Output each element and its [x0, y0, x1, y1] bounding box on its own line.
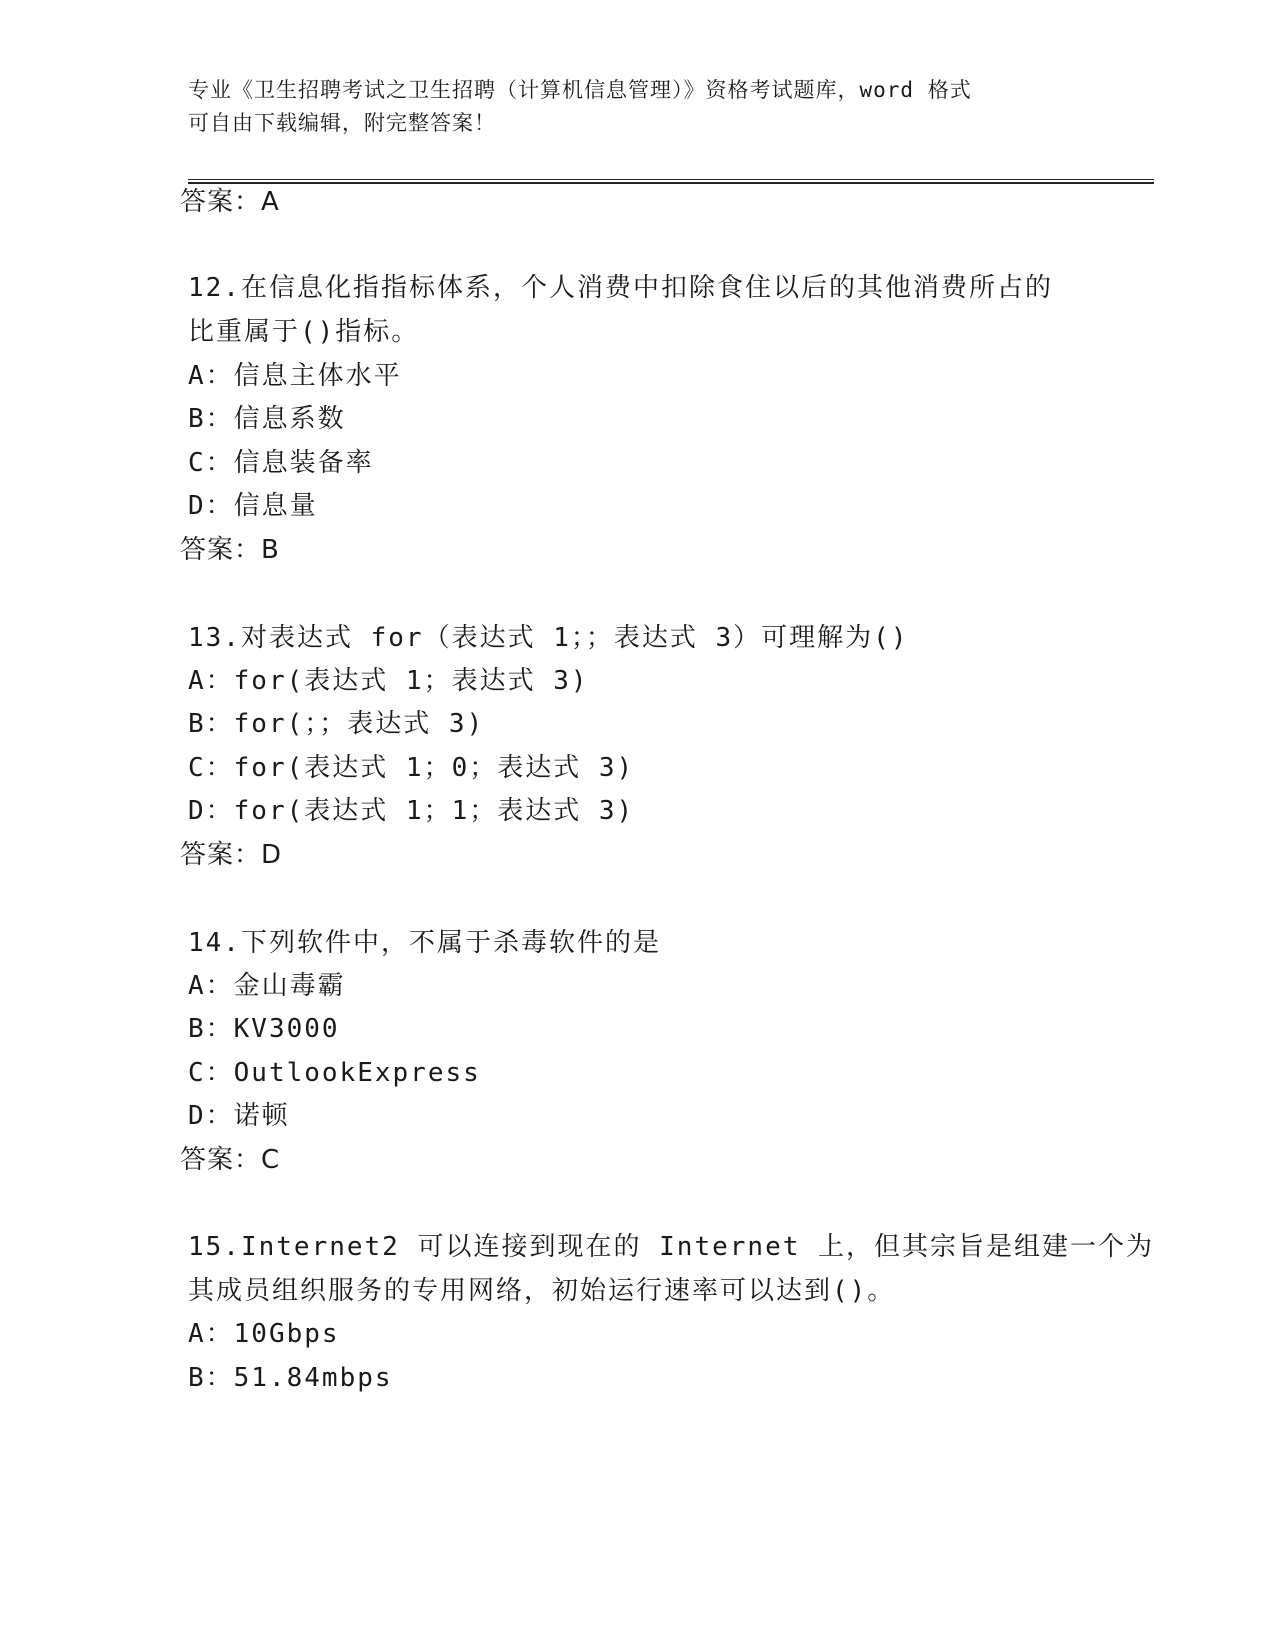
option-d: D：信息量: [188, 491, 318, 521]
option-c: C：OutlookExpress: [188, 1058, 481, 1088]
option-a: A：for(表达式 1；表达式 3): [188, 666, 589, 696]
question-stem-cont: 比重属于()指标。: [188, 317, 420, 347]
option-a: A：10Gbps: [188, 1319, 340, 1349]
option-b: B：for(；；表达式 3): [188, 709, 485, 739]
question-answer: 答案：C: [180, 1145, 281, 1175]
question-stem-cont: 其成员组织服务的专用网络，初始运行速率可以达到()。: [188, 1276, 896, 1306]
option-a: A：金山毒霸: [188, 971, 346, 1001]
header-line-1: 专业《卫生招聘考试之卫生招聘（计算机信息管理）》资格考试题库，word 格式: [188, 78, 972, 102]
header-divider: [188, 179, 1154, 184]
header-line-2: 可自由下载编辑，附完整答案！: [188, 111, 496, 135]
option-a: A：信息主体水平: [188, 361, 402, 391]
question-stem: 12.在信息化指指标体系，个人消费中扣除食住以后的其他消费所占的: [188, 273, 1053, 303]
previous-answer: 答案：A: [180, 187, 280, 217]
question-answer: 答案：B: [180, 535, 280, 565]
option-d: D：诺顿: [188, 1101, 290, 1131]
option-b: B：信息系数: [188, 404, 346, 434]
option-b: B：51.84mbps: [188, 1363, 393, 1393]
question-stem: 14.下列软件中，不属于杀毒软件的是: [188, 928, 661, 958]
option-d: D：for(表达式 1；1；表达式 3): [188, 796, 635, 826]
option-b: B：KV3000: [188, 1014, 340, 1044]
question-answer: 答案：D: [180, 840, 283, 870]
question-stem: 13.对表达式 for（表达式 1；；表达式 3）可理解为(): [188, 623, 909, 653]
option-c: C：for(表达式 1；0；表达式 3): [188, 753, 635, 783]
document-header: [188, 74, 1088, 140]
question-stem: 15.Internet2 可以连接到现在的 Internet 上，但其宗旨是组建一个为: [188, 1232, 1155, 1262]
option-c: C：信息装备率: [188, 448, 374, 478]
